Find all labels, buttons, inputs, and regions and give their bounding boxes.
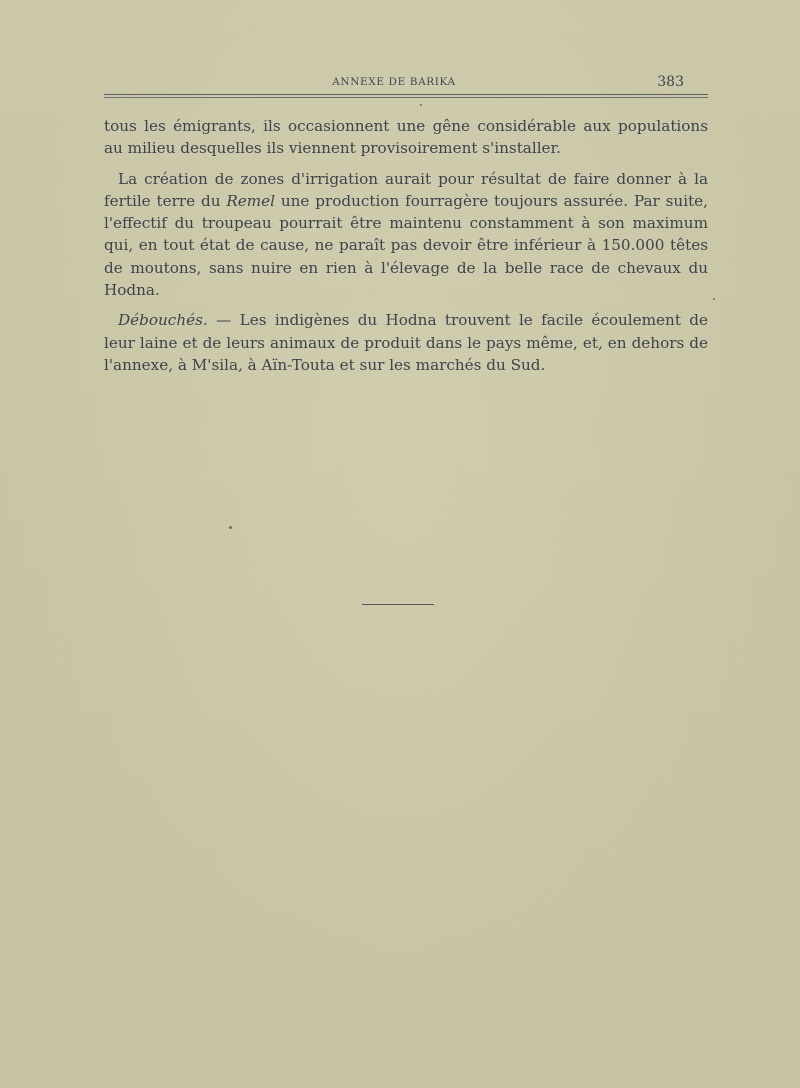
page-number: 383 — [657, 74, 684, 90]
paragraph-1-text: tous les émigrants, ils occasionnent une gêne considérable aux populations au milieu desquelles ils viennent provisoirement s'installer. — [104, 117, 708, 158]
header-rule — [104, 94, 708, 98]
body-text — [104, 115, 708, 384]
paragraph-2 — [104, 168, 708, 302]
paragraph-2-italic-term: Remel — [226, 191, 275, 210]
paragraph-3 — [104, 309, 708, 376]
running-title: ANNEXE DE BARIKA — [332, 76, 456, 88]
end-rule — [362, 604, 434, 605]
paragraph-3-text-after: — Les indigènes du Hodna trouvent le facile écoulement de leur laine et de leurs animaux de produit dans le pays même, et, en dehors de l'annexe, à M'sila, à Aïn-Touta et sur les marchés du Sud. — [104, 311, 708, 374]
section-heading-debouches: Débouchés. — [118, 311, 208, 330]
paper-speck — [420, 104, 422, 106]
paragraph-2-text-after: une production fourragère toujours assurée. Par suite, l'effectif du troupeau pourrait être maintenu constamment à son maximum qui, en tout état de cause, ne paraît pas devoir être inférieur à 150.000 têtes de moutons, sans nuire en rien à l'élevage de la belle race de chevaux du Hodna. — [104, 191, 708, 300]
paper-speck — [229, 526, 232, 529]
paper-speck — [713, 298, 715, 300]
running-head — [104, 74, 684, 90]
paragraph-1 — [104, 115, 708, 160]
paragraph-2-text-before: La création de zones d'irrigation aurait pour résultat de faire donner à la fertile terre du — [104, 169, 708, 210]
